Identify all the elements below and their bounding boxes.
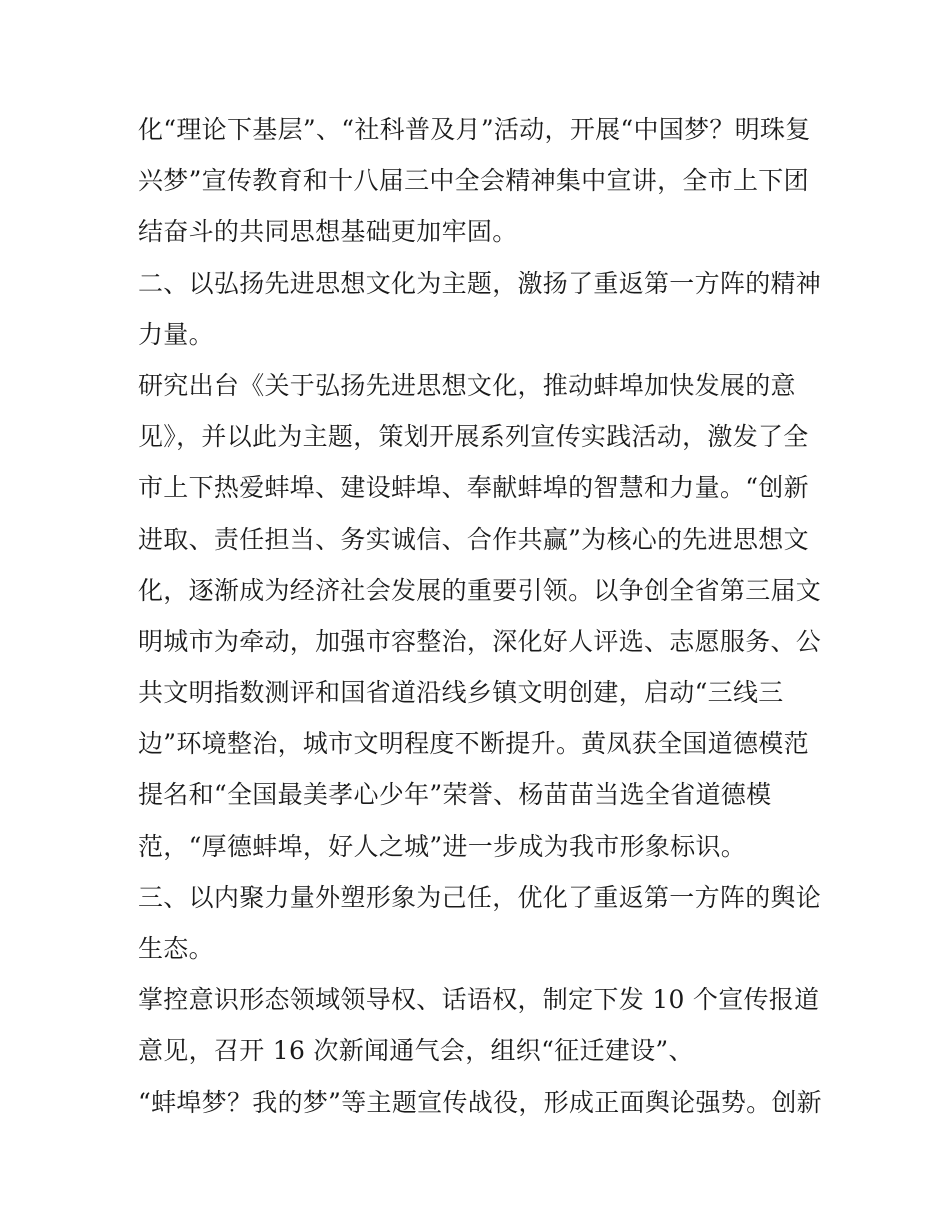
text-line: 结奋斗的共同思想基础更加牢固。 [138, 217, 518, 247]
text-line: 边”环境整治，城市文明程度不断提升。黄凤获全国道德模范 [138, 729, 809, 759]
text-line: “蚌埠梦？我的梦”等主题宣传战役，形成正面舆论强势。创新 [138, 1087, 822, 1117]
text-line: 共文明指数测评和国省道沿线乡镇文明创建，启动“三线三 [138, 678, 784, 708]
text-line: 兴梦”宣传教育和十八届三中全会精神集中宣讲，全市上下团 [138, 166, 809, 196]
section-heading-line: 力量。 [138, 319, 214, 349]
text-line: 掌控意识形态领域领导权、话语权，制定下发 10 个宣传报道 [138, 985, 820, 1015]
text-line: 提名和“全国最美孝心少年”荣誉、杨苗苗当选全省道德模 [138, 780, 772, 810]
text-line: 进取、责任担当、务实诚信、合作共赢”为核心的先进思想文 [138, 524, 809, 554]
text-line: 化，逐渐成为经济社会发展的重要引领。以争创全省第三届文 [138, 575, 822, 605]
text-line: 化“理论下基层”、“社科普及月”活动，开展“中国梦？明珠复 [138, 115, 811, 144]
text-line: 意见，召开 16 次新闻通气会，组织“征迁建设”、 [138, 1036, 694, 1066]
text-line: 见》，并以此为主题，策划开展系列宣传实践活动，激发了全 [138, 422, 809, 452]
section-heading-line: 生态。 [138, 934, 214, 963]
text-line: 市上下热爱蚌埠、建设蚌埠、奉献蚌埠的智慧和力量。“创新 [138, 473, 809, 503]
section-heading-line: 三、以内聚力量外塑形象为己任，优化了重返第一方阵的舆论 [138, 882, 822, 912]
text-line: 范，“厚德蚌埠，好人之城”进一步成为我市形象标识。 [138, 831, 747, 861]
text-line: 明城市为牵动，加强市容整治，深化好人评选、志愿服务、公 [138, 626, 822, 656]
section-heading-line: 二、以弘扬先进思想文化为主题，激扬了重返第一方阵的精神 [138, 268, 822, 298]
text-line: 研究出台《关于弘扬先进思想文化，推动蚌埠加快发展的意 [138, 370, 796, 400]
document-body [138, 104, 828, 1128]
